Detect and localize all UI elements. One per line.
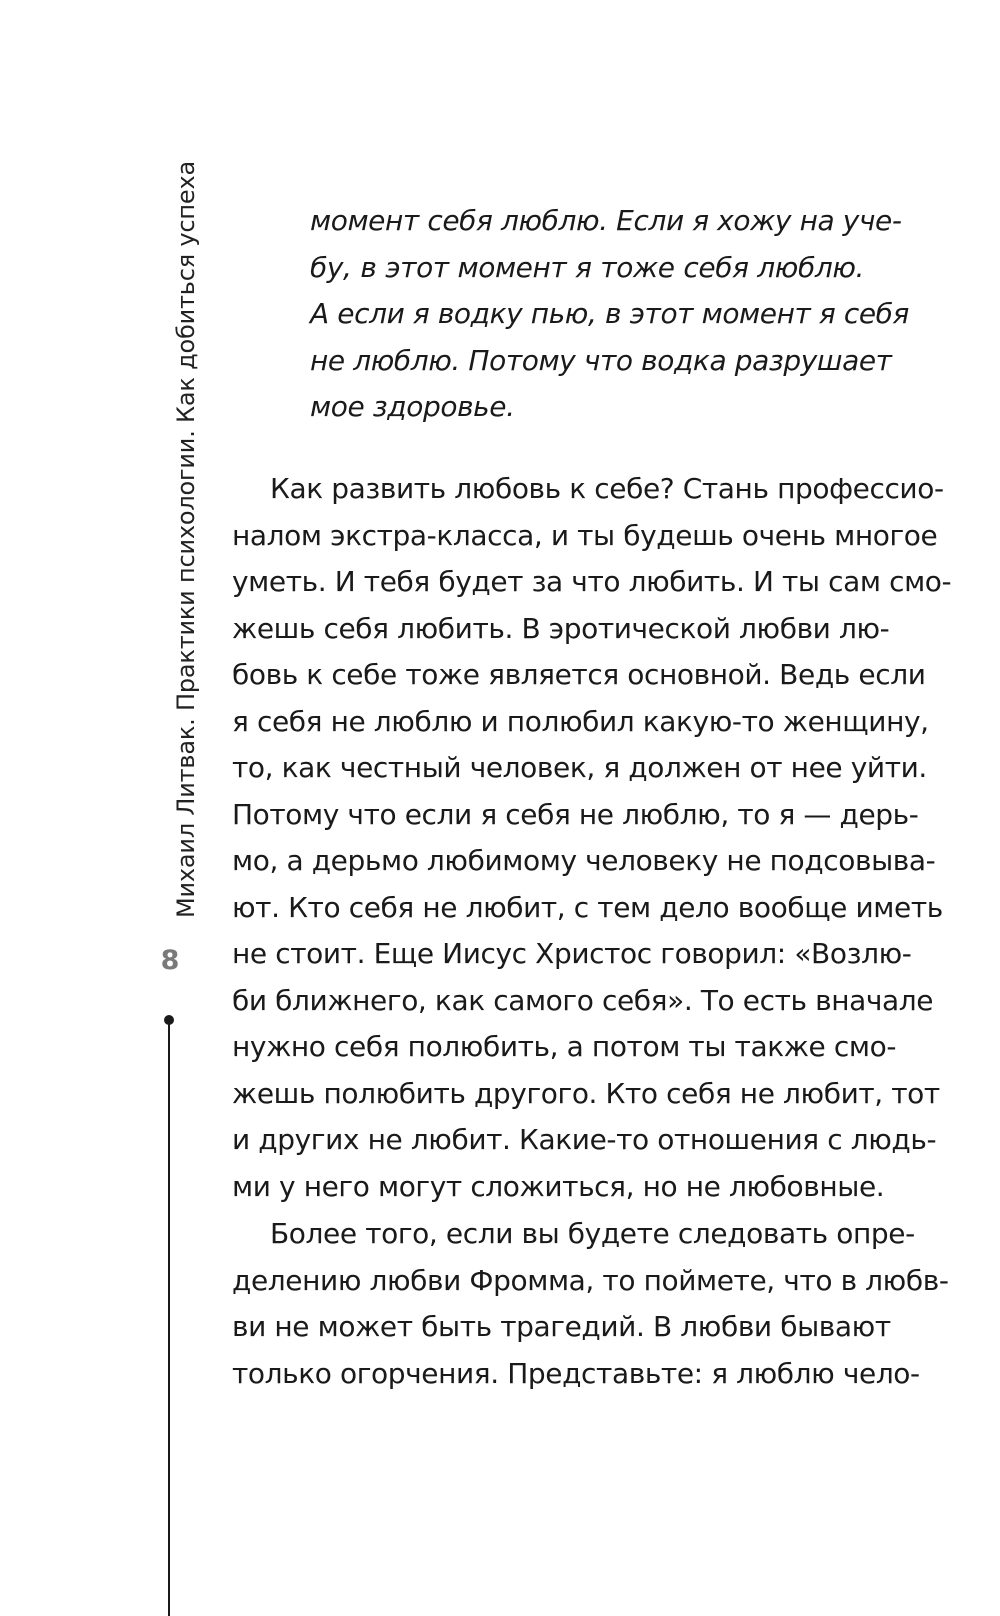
paragraph-line: ви не может быть трагедий. В любви бывают	[232, 1310, 891, 1343]
quote-line: мое здоровье.	[310, 390, 515, 423]
paragraph-line: нужно себя полюбить, а потом ты также смо-	[232, 1030, 897, 1063]
paragraph-line: мо, а дерьмо любимому человеку не подсовыва-	[232, 844, 936, 877]
paragraph-line: жешь себя любить. В эротической любви лю-	[232, 611, 890, 645]
quote-line: не люблю. Потому что водка разрушает	[310, 343, 892, 377]
page-number: 8	[160, 945, 180, 976]
quote-line: момент себя люблю. Если я хожу на уче-	[310, 204, 902, 237]
paragraph-line: налом экстра-класса, и ты будешь очень многое	[232, 518, 938, 552]
paragraph-line: уметь. И тебя будет за что любить. И ты сам смо-	[232, 565, 952, 598]
paragraph-line: бовь к себе тоже является основной. Ведь если	[232, 658, 926, 691]
paragraph-line: и других не любит. Какие-то отношения с людь-	[232, 1123, 937, 1156]
paragraph-line: Потому что если я себя не люблю, то я — дерь-	[232, 797, 919, 831]
paragraph-line: жешь полюбить другого. Кто себя не любит, тот	[232, 1076, 940, 1110]
paragraph-line: делению любви Фромма, то поймете, что в любв-	[232, 1263, 949, 1297]
paragraph-line: ют. Кто себя не любит, с тем дело вообще иметь	[232, 890, 943, 924]
paragraph-1	[232, 466, 952, 1210]
quote-block	[310, 198, 909, 431]
quote-line: бу, в этот момент я тоже себя люблю.	[310, 250, 864, 284]
paragraph-line: би ближнего, как самого себя». То есть вначале	[232, 983, 934, 1017]
quote-line: А если я водку пью, в этот момент я себя	[310, 297, 909, 330]
margin-rule-line	[168, 1020, 170, 1616]
running-head-title: Михаил Литвак. Практики психологии. Как добиться успеха	[172, 161, 200, 918]
paragraph-line: Как развить любовь к себе? Стань профессио-	[270, 472, 944, 505]
paragraph-line: ми у него могут сложиться, но не любовные.	[232, 1169, 885, 1203]
paragraph-line: только огорчения. Представьте: я люблю чело-	[232, 1356, 920, 1390]
paragraph-line: то, как честный человек, я должен от нее уйти.	[232, 751, 927, 784]
paragraph-2	[232, 1211, 949, 1397]
paragraph-line: Более того, если вы будете следовать опре-	[270, 1217, 915, 1250]
paragraph-line: я себя не люблю и полюбил какую-то женщину,	[232, 704, 929, 738]
paragraph-line: не стоит. Еще Иисус Христос говорил: «Возлю-	[232, 937, 912, 970]
